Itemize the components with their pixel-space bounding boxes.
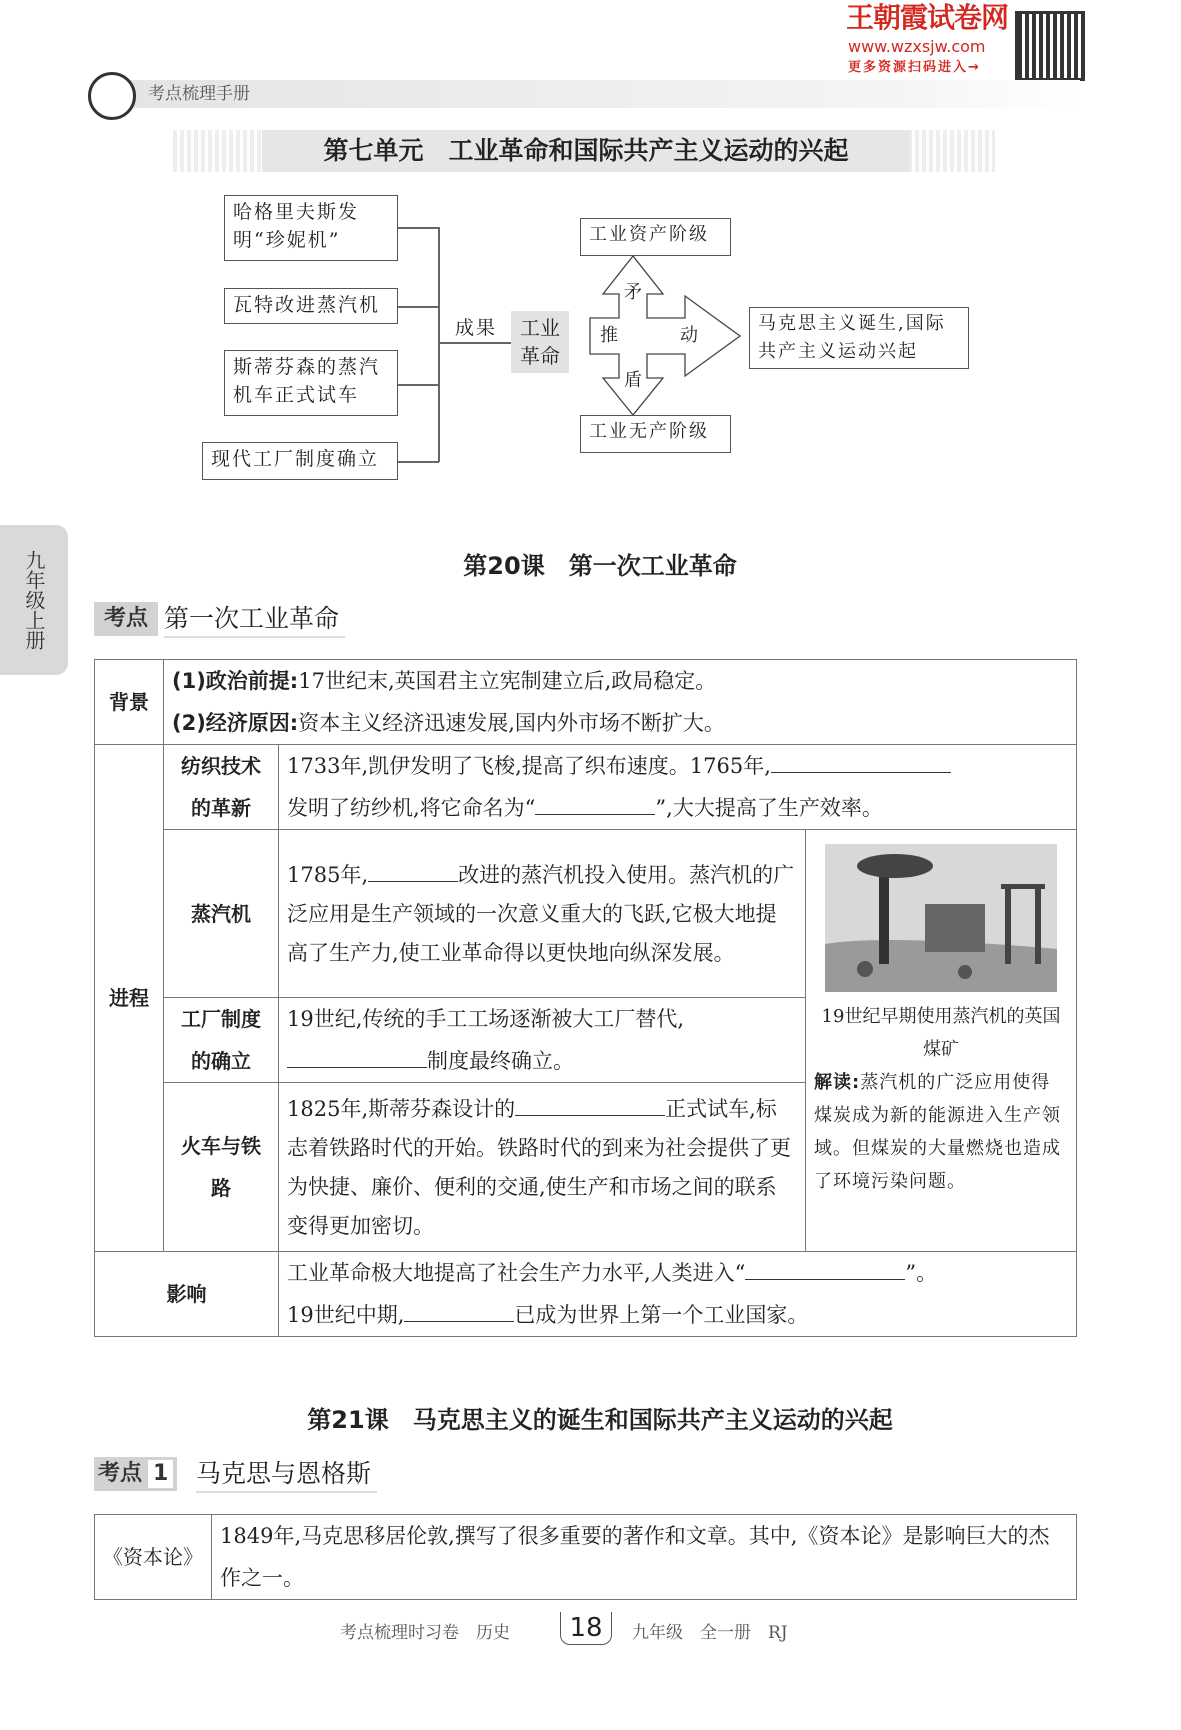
qr-code-icon[interactable] [1018, 14, 1082, 78]
item-head: (1)政治前提: [172, 669, 299, 693]
header-section: 考点梳理手册 [148, 84, 250, 104]
brand-name: 王朝霞试卷网 [846, 1, 1009, 34]
image-caption: 19世纪早期使用蒸汽机的英国煤矿 [821, 1006, 1061, 1060]
blank-field[interactable] [404, 1295, 514, 1322]
blank-field[interactable] [287, 1041, 427, 1068]
brand-url[interactable]: www.wzxsjw.com [848, 37, 986, 56]
proletariat-box: 工业无产阶级 [580, 415, 731, 453]
text: 正式试车,标志着铁路时代的开始。铁路时代的到来为社会提供了更为快捷、廉价、便利的交通,使生产和市场之间的联系变得更加密切。 [287, 1096, 791, 1238]
text: 发明了纺纱机,将它命名为“ [287, 796, 536, 820]
kaodian-tag-text: 考点 [98, 1461, 143, 1486]
lesson20-table [94, 659, 1077, 1337]
row-label: 进程 [95, 745, 164, 1252]
text: 1825年,斯蒂芬森设计的 [287, 1096, 516, 1121]
sub-label: 蒸汽机 [164, 830, 279, 998]
kaodian-title: 马克思与恩格斯 [196, 1457, 377, 1493]
coal-mine-illustration [825, 844, 1057, 992]
text: ”,大大提高了生产效率。 [655, 796, 883, 820]
table-row-background [95, 660, 1077, 745]
lesson20-title: 第20课 第一次工业革命 [463, 552, 737, 580]
bourgeoisie-box: 工业资产阶级 [580, 218, 731, 256]
cause-box-3: 斯蒂芬森的蒸汽机车正式试车 [224, 350, 398, 416]
header-band [110, 80, 1080, 108]
sub-label: 工厂制度的确立 [164, 998, 279, 1083]
text: 已成为世界上第一个工业国家。 [514, 1303, 809, 1327]
kaodian-tag: 考点 [94, 602, 158, 636]
footer-right: 九年级 全一册 RJ [632, 1623, 788, 1643]
row-label: 背景 [95, 660, 164, 745]
kaodian-title: 第一次工业革命 [164, 602, 345, 638]
unit-title: 第七单元 工业革命和国际共产主义运动的兴起 [323, 136, 849, 165]
lesson21-title: 第21课 马克思主义的诞生和国际共产主义运动的兴起 [307, 1406, 893, 1434]
connector [438, 342, 511, 344]
text: ”。 [905, 1261, 938, 1285]
table-row-textile [95, 745, 1077, 830]
text: 19世纪,传统的手工工场逐渐被大工厂替代, [287, 1007, 685, 1031]
logo-seal-icon [88, 72, 136, 120]
sub-label: 火车与铁路 [164, 1083, 279, 1252]
text: 改进的蒸汽机投入使用。蒸汽机的广泛应用是生产领域的一次意义重大的飞跃,它极大地提高了生产力,使工业革命得以更快地向纵深发展。 [287, 862, 795, 965]
item-head: (2)经济原因: [172, 711, 299, 735]
blank-field[interactable] [771, 746, 951, 773]
text: 工业革命极大地提高了社会生产力水平,人类进入“ [287, 1261, 746, 1285]
connector [398, 461, 439, 463]
text: 制度最终确立。 [427, 1049, 574, 1073]
item-text: 17世纪末,英国君主立宪制建立后,政局稳定。 [298, 669, 717, 693]
item-text: 资本主义经济迅速发展,国内外市场不断扩大。 [298, 711, 725, 735]
arrow-label-right: 动 [680, 325, 698, 346]
blank-field[interactable] [535, 788, 655, 815]
blank-field[interactable] [515, 1089, 665, 1116]
table-row-impact [95, 1252, 1077, 1337]
sub-label: 纺织技术的革新 [164, 745, 279, 830]
arrow-label-down: 盾 [624, 370, 642, 391]
text: 1733年,凯伊发明了飞梭,提高了织布速度。1765年, [287, 754, 771, 778]
page-number: 18 [560, 1612, 612, 1645]
kaodian-number: 1 [148, 1460, 173, 1488]
note-head: 解读: [814, 1072, 861, 1093]
blank-field[interactable] [368, 855, 458, 882]
connector [398, 227, 439, 229]
table-row-steam [95, 830, 1077, 998]
arrow-label-up: 矛 [624, 282, 642, 303]
lesson21-table [94, 1514, 1077, 1600]
connector [398, 384, 439, 386]
blank-field[interactable] [745, 1253, 905, 1280]
table-row-capital [95, 1515, 1077, 1600]
cause-box-2: 瓦特改进蒸汽机 [224, 288, 398, 324]
arrow-label-left: 推 [600, 325, 618, 346]
cause-box-4: 现代工厂制度确立 [202, 442, 398, 480]
side-tab-grade: 九年级上册 [0, 525, 68, 675]
text: 19世纪中期, [287, 1303, 405, 1327]
row-text: 1849年,马克思移居伦敦,撰写了很多重要的著作和文章。其中,《资本论》是影响巨大的杰作之一。 [212, 1515, 1077, 1600]
cause-box-1: 哈格里夫斯发明“珍妮机” [224, 195, 398, 261]
note-text: 蒸汽机的广泛应用使得煤炭成为新的能源进入生产领域。但煤炭的大量燃烧也造成了环境污染问题。 [814, 1072, 1061, 1192]
footer-left: 考点梳理时习卷 历史 [340, 1623, 510, 1643]
connector [398, 306, 439, 308]
row-label: 《资本论》 [95, 1515, 212, 1600]
row-label: 影响 [95, 1252, 279, 1337]
kaodian-tag [94, 1457, 177, 1491]
text: 1785年, [287, 862, 369, 887]
center-node: 工业革命 [511, 311, 569, 373]
result-box: 马克思主义诞生,国际共产主义运动兴起 [749, 307, 969, 369]
link-label: 成果 [455, 317, 498, 339]
connector [438, 227, 440, 462]
brand-slogan: 更多资源扫码进入→ [848, 60, 981, 75]
